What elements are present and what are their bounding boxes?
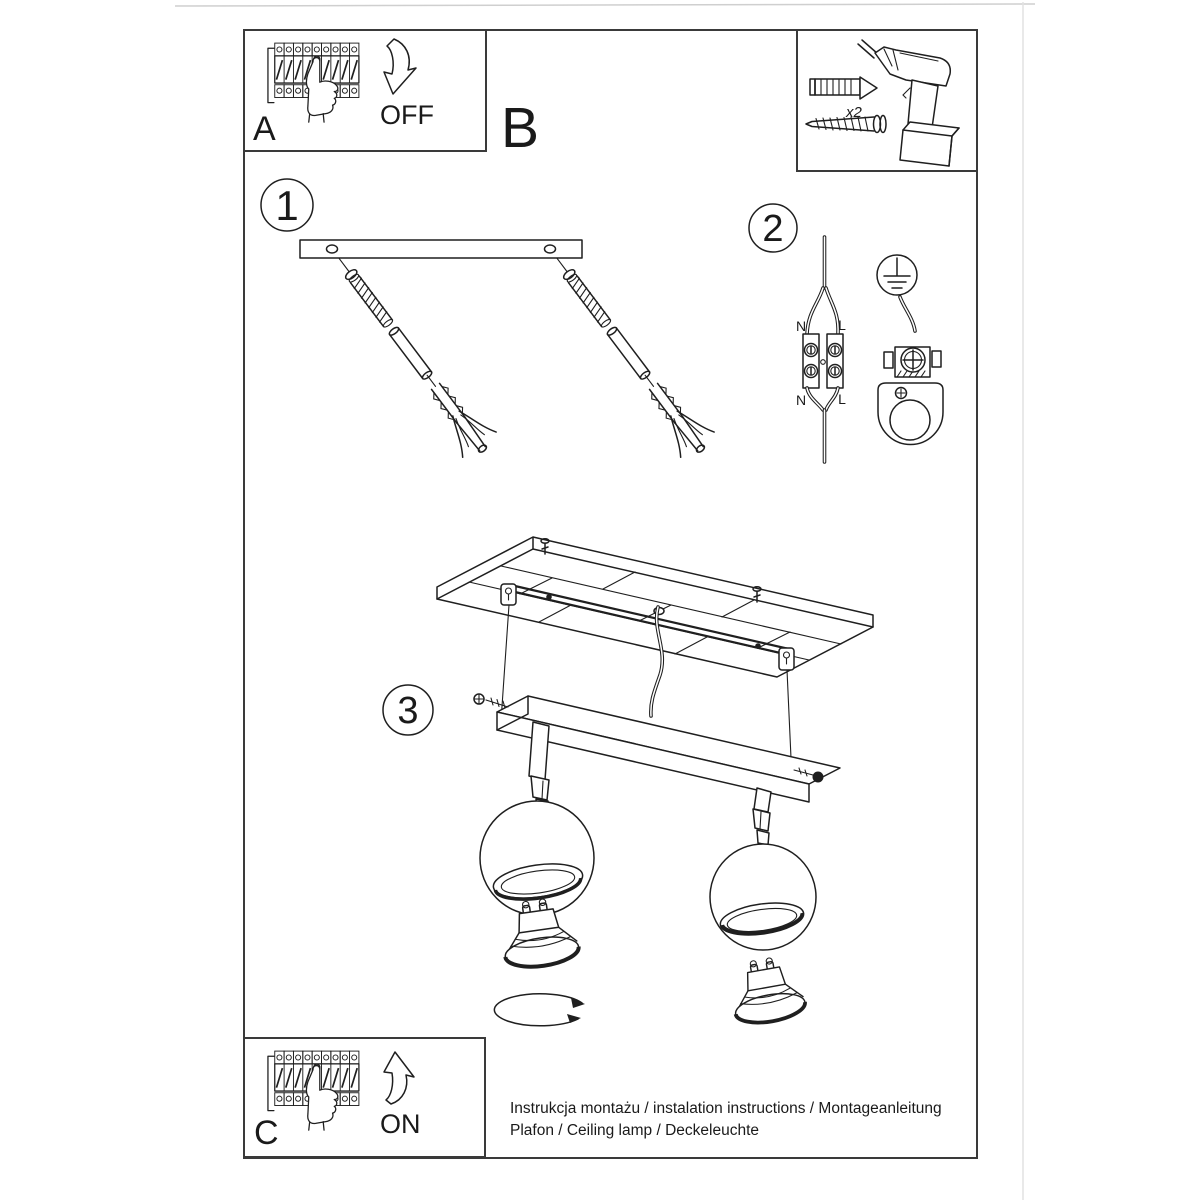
mounting-bar-diagram xyxy=(300,240,582,258)
keyhole-tab-left xyxy=(501,584,516,605)
lamp-housing-diagram xyxy=(474,694,840,802)
panel-c-box xyxy=(244,1038,485,1157)
spotlight-left xyxy=(480,722,594,1026)
panel-c-label: C xyxy=(254,1114,279,1152)
step-1 xyxy=(261,179,719,464)
arrow-up-icon xyxy=(384,1052,414,1104)
footer xyxy=(510,1100,942,1139)
footer-line2: Plafon / Ceiling lamp / Deckeleuchte xyxy=(510,1122,759,1139)
screw-anchor-assembly-right xyxy=(540,246,718,464)
tools-quantity-label: x2 xyxy=(846,104,862,121)
step-3-number: 3 xyxy=(397,690,419,732)
panel-a xyxy=(253,39,434,148)
breaker-panel-icon xyxy=(268,43,359,122)
panel-c-action-label: ON xyxy=(380,1109,421,1139)
arrow-down-icon xyxy=(384,39,416,94)
breaker-panel-icon-c xyxy=(268,1051,359,1130)
spotlight-right xyxy=(710,788,816,1027)
panel-b-label: B xyxy=(501,96,540,160)
step-1-number: 1 xyxy=(275,182,299,229)
gu10-bulb-right-icon xyxy=(727,953,807,1027)
step-3 xyxy=(383,537,873,1027)
step-2 xyxy=(749,204,943,462)
terminal-l-top-label: L xyxy=(838,317,846,333)
keyhole-tab-right xyxy=(779,648,794,670)
tools xyxy=(806,40,959,166)
terminal-block-diagram xyxy=(796,237,846,462)
wall-plug-icon xyxy=(810,77,877,99)
terminal-l-bottom-label: L xyxy=(838,391,846,407)
ground-symbol-icon xyxy=(877,255,917,295)
screw-anchor-assembly-left xyxy=(322,246,500,464)
panel-a-action-label: OFF xyxy=(380,100,434,130)
panel-c xyxy=(254,1051,421,1152)
panel-a-label: A xyxy=(253,110,276,148)
footer-line1: Instrukcja montażu / instalation instructions / Montageanleitung xyxy=(510,1100,942,1117)
terminal-n-bottom-label: N xyxy=(795,392,807,408)
ground-clamp-icon xyxy=(878,297,943,445)
terminal-n-top-label: N xyxy=(795,318,807,334)
panel-a-box xyxy=(244,30,486,151)
step-2-number: 2 xyxy=(762,208,784,250)
rotation-arrow-icon xyxy=(494,994,585,1026)
drill-icon xyxy=(858,40,959,166)
